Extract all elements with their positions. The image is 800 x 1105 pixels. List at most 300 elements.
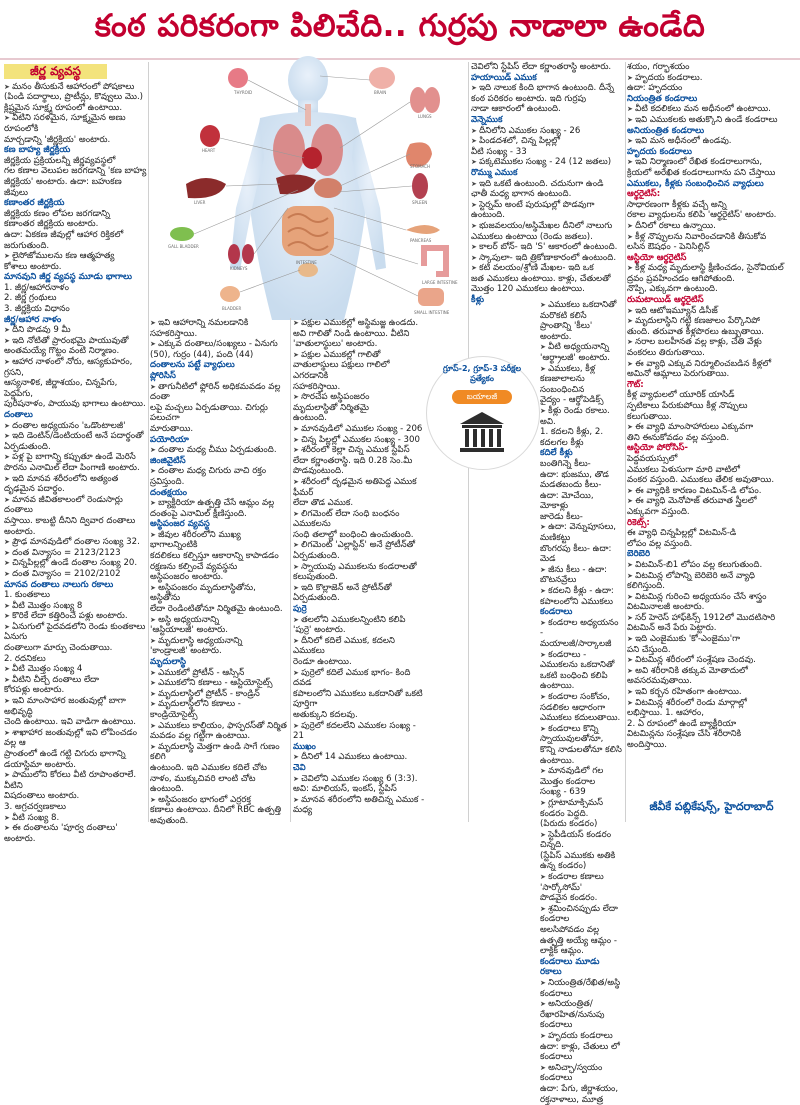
text-line: జీర్ణక్రియ' అంటారు. ఉదా: బహుకణ జీవులు [4,176,122,198]
section-heading: జింజివైటిస్ [150,455,186,466]
text-line: రక్షణను కల్పించే వ్యవస్థను [150,561,238,572]
text-line: రకాల వ్యాధులను కలిపి 'ఆర్థరైటిస్' అంటారు. [627,210,777,221]
text-line: ➤ జీను కీలు - ఉదా: బొటనవ్రేలు [540,565,623,586]
publisher-credit: జీవీకే పబ్లికేషన్స్, హైదరాబాద్ [649,800,774,813]
text-line: ➤ ఇది ఆటోఇమ్యూన్ డిసీజ్ [627,306,796,317]
text-line: ➤ ఏనుగులో పైదవడలోని రెండు కుంతకాలు ఏనుగు [4,622,147,643]
text-line: ➤ దీనిలో 14 ఎముకలు ఉంటాయి. [293,752,425,763]
column-2 [150,318,288,826]
text-line: ➤ ఇవి ఆహారాన్ని నమలడానికి సహకరిస్తాయి. [150,318,288,339]
bladder-organ [298,263,318,277]
text-line: ➤ గ్లూటామాక్సిమస్ కండరం పెద్దది. [540,798,623,819]
text-line: నాడా ఆకారంలో ఉంటుంది. [471,104,561,115]
text-line: ➤ పక్షుల ఎముకల్లో అస్థిమజ్జ ఉండదు. [293,318,425,329]
text-line: ఉదా: ఏకకణ జీవుల్లో ఆహార రిక్తికలో [4,229,124,240]
text-line: ➤ దంత విన్యాసం = 2102/2102 [4,569,147,580]
text-line: కీళ్ల వ్యాధులలో యూరిక్ యాసిడ్ [627,390,735,401]
text-line: ➤ పిండదశలో, చిన్న పిల్లల్లో [471,136,623,147]
section-heading: అనియంత్రిత కండరాలు [627,125,705,136]
text-line: ఉదా: హృదయం [627,83,683,94]
text-line: కణాంతర జీర్ణక్రియ అంటారు. [4,219,99,230]
thyroid-side [228,68,248,88]
section-heading: పయోరియా [150,434,189,445]
text-line: 'వాతులాస్థులు' అంటారు. [293,339,378,350]
column-1 [4,62,147,844]
text-line: ఉదా: మోచేయి, మోకాళ్లు [540,490,594,512]
column-divider [148,62,149,822]
text-line: శయం, గర్భాశయం [627,62,690,72]
throat-organ [305,104,311,126]
column-5 [627,62,796,822]
text-line: ➤ హృదయ కండరాలు. [627,73,796,84]
label-thyroid: THYROID [234,90,253,95]
text-line: ➤ స్టెపీడియస్ కండరం చిన్నది. [540,830,623,851]
text-line: సంఖ్య - 639 [540,787,586,798]
text-line: ఉదా: పేగు, జీర్ణాశయం, రక్తనాళాలు, మూత్ర [540,1083,619,1105]
section-heading: రుమటాయిడ్ ఆర్థరైటిస్ [627,295,704,306]
text-line: ➤ శరీరంలో దృఢమైన అతిపెద్ద ఎముక ఫీమర్ [293,477,425,498]
text-line: విటమినాలజీ అంటారు. [627,602,705,613]
section-heading: కణాంతర జీర్ణక్రియ [4,198,65,209]
stomach-organ [314,178,342,198]
text-line: ➤ ఇది ఎంజైముకు 'కో-ఎంజైము'గా [627,634,796,645]
section-heading: రొమ్ము ఎముక [471,167,518,178]
text-line: ➤ సొరచేప అస్థిపంజరం [293,392,425,403]
label-kidneys: KIDNEYS [230,266,248,271]
text-line: ➤ ఇది నాలుక కింది భాగాన ఉంటుంది. దీన్నే [471,83,623,94]
section-heading: మృదులాస్థి [150,657,186,667]
text-line: రెండూ ఉంటాయి. [293,657,352,667]
text-line: ఏర్పడుతుంది. [293,551,340,562]
text-line: ➤ ప్రౌఢ మానవుడిలో దంతాల సంఖ్య 32. [4,537,147,548]
text-line: 3. జీర్ణక్రియ విధానం [4,304,70,315]
text-line: ➤ అస్థి అధ్యయనాన్ని [150,615,288,626]
text-line: (స్టేపిస్ ఎముకకు అతికి ఉన్న కండరం) [540,850,616,872]
headline: కంఠ పరికరంగా పిలిచేది.. గుర్రపు నాడాలా ఉండేది [0,0,800,60]
human-organs-diagram [148,58,468,320]
text-line: లపై మచ్చలు ఏర్పడుతాయి. చిగుర్లు పలుచగా [150,402,268,424]
text-line: ➤ ఇవి కర్బన రహితంగా ఉంటాయి. [627,687,796,698]
text-line: జీర్ణక్రియ కణం లోపల జరగడాన్ని [4,208,110,219]
text-line: 1. కదలని కీళ్లు, 2. కదలగల కీళ్లు [540,427,604,448]
text-line: ఉదా: భుజము, తొడ [540,469,609,480]
text-line: ➤ స్టెర్నమ్ అంటే పురుషుల్లో పొడవుగా ఉంటుంది. [471,200,623,221]
section-heading: ఆర్థరైటిస్: [627,189,661,200]
section-heading: పుర్రె [293,604,307,615]
text-line: ➤ కండరాల కణాలు 'సార్కోసోమ్' [540,872,623,893]
section-heading: జీర్ణ/ఆహార నాళం [4,314,62,325]
section-heading: వెన్నెముక [471,114,503,125]
text-line: పొడవుంటుంది. [293,466,344,477]
text-line: ➤ బ్యాక్టీరియా ఉత్పత్తి చేసే ఆమ్లం వల్ల [150,498,288,509]
text-line: బొంగరపు కీలు- ఉదా: మెడ [540,543,612,565]
text-line: ➤ మనం తీసుకునే ఆహారంలో పోషకాలు [4,82,147,93]
text-line: ➤ కండరాలు - ఎముకలను ఒకదానితో [540,650,623,671]
text-line: ➤ వీటి మొత్తం సంఖ్య 4 [4,664,147,675]
text-line: ➤ ఎముకలు కాల్షియం, ఫాస్ఫరస్‌తో నిర్మిత [150,721,288,732]
text-line: ➤ భుజవలయం/అస్థిమేఖల దీనిలో నాలుగు [471,221,623,232]
text-line: ➤ మానవ శరీరంలోని అతిచిన్న ఎముక - మధ్య [293,795,425,816]
text-line: ➤ పక్షుల ఎముకల్లో గాలితో [293,350,425,361]
section-heading: కండరాలు మూడు రకాలు [540,956,600,978]
text-line: పొరను ఎనామిల్ లేదా పింగాణి అంటారు. [4,462,140,473]
text-line: ➤ చిన్న పిల్లల్లో ఎముకల సంఖ్య - 300 [293,435,425,446]
text-line: ➤ విటమిన్ల గురించి అధ్యయనం చేసే శాస్త్రం [627,592,796,603]
text-line: ప్రాంతంలో ఉండే గట్టి చిగురు భాగాన్ని [4,749,126,759]
text-line: ➤ విటమిన్ల శరీరంలో రెండు మార్గాల్లో [627,698,796,709]
text-line: 2. జీర్ణ గ్రంథులు [4,293,57,304]
text-line: ➤ ఇది మానవ శరీరంలోని అత్యంత [4,474,147,485]
text-line: (పిరుదు కండరం) [540,819,598,830]
label-spleen: SPLEEN [412,200,428,205]
text-line: ➤ మృదులాస్థిలోని కణాలు - కాండ్రియోసైట్స్ [150,699,288,720]
text-line: ఎముకలు కదులుతాయి. [540,713,621,724]
section-heading: ముఖం [293,741,316,752]
text-line: ➤ దంతాల అధ్యయనం 'ఒడొంటాలజీ' [4,421,147,432]
text-line: ఏర్పడుతుంది. [293,593,340,604]
text-line: అమినో ఆమ్లాలు పెరుగుతాయి. [627,369,730,380]
text-line: కలుగుతాయి. [627,411,672,422]
text-line: ఎముకలు ఉంటాయి (రెండు జతలు). [471,231,593,242]
text-line: ఉంటుంది. ఇది ఎముకల కదిలే చోట [150,762,267,773]
heart-organ [302,147,322,169]
text-line: ఒకటి బంధించి కలిపి ఉంటాయి. [540,670,608,692]
text-line: లేదా తొడ ఎముక. [293,498,354,509]
text-line: నొప్పి, ఎక్కువగా ఉంటుంది. [627,284,718,295]
text-line: ➤ విటమిన్-బి1 లోపం వల్ల కలుగుతుంది. [627,560,796,571]
text-line: అస్థిపంజరం అంటారు. [150,572,224,583]
text-line: జత ఎముకలు ఉంటాయి. కాళ్లు, చేతులతో [471,273,611,284]
text-line: ➤ ఇది కొల్లాజెన్ అనే ప్రోటీన్‌తో [293,583,425,594]
large-intestine-side [424,248,446,274]
text-line: 3. అగ్రచర్వణకాలు [4,801,66,812]
label-brain: BRAIN [374,90,387,95]
section-heading: నియంత్రిత కండరాలు [627,93,698,104]
text-line: ➤ మృదులాస్థి మెత్తగా ఉండి సాగే గుణం కలిగి [150,742,288,763]
liver-side [186,178,226,198]
text-line: 2. ఏ రూపంలో ఉండే బ్యాక్టీరియా [627,718,737,729]
text-line: మారుతాయి. [150,423,194,434]
text-line: క్లిష్టమైన సూక్ష్మ రూపంలో ఉంటాయి. [4,102,123,113]
label-intestine: INTESTINE [296,260,317,265]
exam-special-title: గ్రూప్-2, గ్రూప్-3 పరీక్షల ప్రత్యేకం [442,364,522,383]
text-line: ➤ కటి వలయం/శ్రోణి మేఖల- ఇది ఒక [471,263,623,274]
text-line: క్రియలో అరేఖిత కండరాలుగాను పని చేస్తాయి [627,167,776,178]
section-heading: కణ బాహ్య జీర్ణక్రియ [4,145,71,156]
biology-tag: బయాలజీ [452,390,512,404]
text-line: లోపం వల్ల వస్తుంది. [627,538,693,549]
section-heading: దంతాలు [4,410,33,420]
text-line: ఆస్యనాళిక, జీర్ణాశయం, చిన్నపేగు, పెద్దపేగు, [4,378,118,399]
text-line: ➤ స్కాపులా- ఇది త్రికోణాకారంలో ఉంటుంది. [471,253,623,264]
text-line: సహకరిస్తాయి. [293,381,341,392]
text-line: ➤ కీళ్లు రెండు రకాలు. అవి. [540,406,623,427]
text-line: ➤ ఈ వ్యాధి ఎక్కువ నిర్మూలించబడిన కీళ్లలో [627,359,796,370]
column-3 [293,318,425,822]
label-small-intestine: SMALL INTESTINE [414,310,450,315]
text-line: అంతమయ్యే గొట్టం వంటి నిర్మాణం. [4,346,120,357]
label-pancreas: PANCREAS [410,238,432,243]
text-line: 2. రదనికలు [4,653,46,664]
text-line: ➤ లైసోజోములను కణ ఆత్మహత్య [4,251,147,262]
text-line: ➤ ఈ దంతాలను 'పూర్వ దంతాలు' అంటారు. [4,823,147,844]
text-line: ➤ దీనిలో రకాలు ఉన్నాయి. [627,221,796,232]
text-line: చెవిలోని స్టేపిస్ లేదా కర్ణాంతరాస్థి అంటారు. [471,62,612,72]
section-heading: హృదయ కండరాలు [627,146,692,157]
text-line: ➤ దీనిలో కదిలే ఎముక, కదలని ఎముకలు [293,636,425,657]
text-line: ➤ వీటిని సరళమైన, సూక్ష్మమైన అణు రూపంలోకి [4,113,147,134]
label-gallbladder: GALL BLADDER [168,244,199,249]
lungs-side [410,87,440,113]
text-line: ➤ అస్థిపంజరం భాగంలో ఎర్రరక్త [150,795,288,806]
text-line: విటమిన్లను సంశ్లేషణ చేసి శరీరానికి [627,729,742,740]
text-line: (పిండి పదార్థాలు, ప్రొటీన్లు, కొవ్వులు మొ.) [4,92,144,103]
text-line: లేదా రెండింటితోనూ నిర్మితమై ఉంటుంది. [150,604,283,615]
text-line: ➤ కీళ్ల నొప్పులను నివారించడానికి తీసుకోవ [627,232,796,243]
text-line: ➤ ఆహార నాళంలో నోరు, ఆస్యకుహరం, గ్రసని, [4,357,147,378]
text-line: ➤ ఈ వ్యాధి మెనోపాజ్ తరువాత స్త్రీలలో [627,496,796,507]
column-divider [290,318,291,822]
section-heading: కండరాలు [540,607,573,618]
text-line: ➤ ఈ వ్యాధి మాంసాహారులు ఎక్కువగా [627,422,796,433]
label-large-intestine: LARGE INTESTINE [422,280,458,285]
text-line: 1. జీర్ణ/ఆహారనాళం [4,282,69,293]
text-line: ➤ ఇవి మాంసాహార జంతువుల్లో బాగా అభివృద్ధి [4,696,147,717]
section-heading: కీళ్లు [471,295,485,306]
text-line: విటమిన్ అనే పేరు పెట్టారు. [627,623,717,634]
text-line: ఎముకలు పెళుసుగా మారి వాటిలో [627,464,740,475]
text-line: ➤ స్నాయువు ఎముకలను కండరాలతో కలుపుతుంది. [293,562,425,583]
text-line: ➤ పుర్రెలో కదిలే ఎముక భాగం- కింది దవడ [293,668,425,689]
text-line: 'కాండ్రాలజీ' అంటారు. [150,646,222,657]
text-line: అలసిపోవడం వల్ల ఉత్పత్తి అయ్యే ఆమ్లం - [540,925,617,946]
text-line: ➤ శ్రమించినప్పుడు లేదా కండరాల [540,904,623,925]
text-line: చెంది ఉంటాయి. ఇవి వాడిగా ఉంటాయి. [4,717,136,728]
text-line: ఎక్కువగా వస్తుంది. [627,506,690,517]
text-line: ➤ వీటి కదలికలు మన అధీనంలో ఉంటాయి. [627,104,796,115]
column-4-bottom [540,300,623,1105]
text-line: కోశాలు అంటారు. [4,261,62,272]
text-line: వస్తాయి. కాబట్టి దీనిని ద్వివార దంతాలు అంటారు. [4,515,136,537]
text-line: ➤ ఇది ఒకటే ఉంటుంది. చదునుగా ఉండి [471,179,623,190]
label-heart: HEART [202,148,216,153]
section-heading: కదిలే కీళ్లు [540,448,573,459]
text-line: ➤ వీటి అధ్యయనాన్ని 'ఆర్థ్రాలజీ' అంటారు. [540,342,623,363]
section-heading: బెరిబెరి [627,549,651,560]
text-line: వైద్యం - ఆర్థోపెడిక్స్ [540,395,604,406]
text-line: మార్చడాన్ని 'జీర్ణక్రియ' అంటారు. [4,134,111,145]
section-heading: మానవ దంతాలు నాలుగు రకాలు [4,579,114,590]
text-line: ➤ మృదులాస్థిలో ప్రోటీన్ - కాండ్రిన్ [150,689,288,700]
text-line: ➤ కండరాల సంకోచం, సడలికల ఆధారంగా [540,692,623,713]
text-line: ➤ ఎముకలు ఒకదానితో మరొకటి కలిసే [540,300,623,321]
text-line: తుంది. తరువాత కీళ్లపొరలు ఉబ్బుతాయి. [627,326,765,337]
text-line: ➤ జీవుల శరీరంలోని ముఖ్య భాగాలన్నింటికి [150,530,288,551]
text-line: కంఠ పరికరం అంటారు. ఇది గుర్రపు [471,93,587,104]
text-line: అవి గాలితో నిండి ఉంటాయి. వీటిని [293,328,410,339]
text-line: ➤ పాములోని కోరలు వీటి రూపాంతరాలే. వీటిని [4,770,147,791]
text-line: 'ఆస్టియాలజీ' అంటారు. [150,625,228,636]
text-line: ➤ దీని పొడవు 9 మీ [4,325,147,336]
text-line: పని చేస్తుంది. [627,644,671,655]
text-line: జీర్ణక్రియ ప్రక్రియలన్నీ జీర్ణవ్యవస్థలో [4,155,116,166]
section-heading: దంతాలను పట్టే వ్యాధులు [150,360,235,371]
text-line: పురీషనాళం, పాయువు భాగాలు ఉంటాయి. [4,399,146,410]
section-heading: ఆస్టియో పోరోసిస్- [627,443,688,454]
bladder-side [220,286,240,302]
building-icon [456,410,508,456]
text-line: ఏర్పడుతుంది. [4,441,51,452]
text-line: ➤ ఇది డెంటిన్/డెంటియంటే అనే పదార్థంతో [4,431,147,442]
text-line: ➤ కండరాలు కొన్ని స్నాయువులతోనూ, [540,724,623,745]
text-line: ➤ అనిచ్ఛా/స్వయం కండరాలు [540,1063,623,1084]
text-line: ➤ ఇవి ఎముకలకు అతుక్కొని ఉండే కండరాలు [627,115,796,126]
text-line: ఎగరడానికి [293,370,329,381]
text-line: ➤ దంత విన్యాసం = 2123/2123 [4,548,147,559]
text-line: లసిన ఔషధం - పెనిసిల్లిన్ [627,242,710,253]
text-line: ➤ హృదయ కండరాలు [540,1031,623,1042]
text-line: దంతాలుగా మార్పు చెందుతాయి. [4,643,113,654]
text-line: ➤ దంతాల మధ్య చిగురు వాచి రక్తం స్రవిస్తుంది. [150,466,288,487]
text-line: స్ఫటికాలు పేరుకుపోయి కీళ్ల నొప్పులు [627,401,748,411]
text-line: ➤ కండరాల అధ్యయనం - [540,618,623,639]
text-line: ➤ తలలోని ఎముకలన్నింటిని కలిపి [293,615,425,626]
text-line: ఈ వ్యాధి చిన్నపిల్లల్లో విటమిన్-డి [627,528,737,539]
text-line: అవి: మాలియస్, ఇంకస్, స్టేపిస్ [293,784,397,795]
text-line: ➤ విటమిన్ల శరీరంలో సంశ్లేషణ చెందవు. [627,655,796,666]
label-bladder: BLADDER [222,306,242,311]
gallbladder-side [170,227,194,241]
section-heading: మానవుని జీర్ణ వ్యవస్థ మూడు భాగాలు [4,272,133,283]
text-line: ➤ పక్కటెముకల సంఖ్య - 24 (12 జతలు) [471,157,623,168]
small-intestine-side [418,288,444,306]
text-line: ➤ అనియంత్రిత/రేఖారహిత/నునుపు కండరాలు [540,999,623,1031]
text-line: ➤ మానవుడిలో ఎముకల సంఖ్య - 206 [293,424,425,435]
text-line: ➤ వీటి సంఖ్య 8. [4,813,147,824]
section-heading: గౌట్: [627,379,644,390]
text-line: ➤ సర్ హెరెస్ హాఫ్‌కిన్స్ 1912లో మొదటిసారి [627,613,796,624]
text-line: కొన్ని నాడులతోనూ కలిసి ఉంటాయి. [540,744,622,766]
text-line: వంకర వస్తుంది. ఎముకలు తేలిక అవుతాయి. [627,475,775,486]
spleen-side [412,173,428,199]
text-line: 'పుర్రె' అంటారు. [293,625,346,636]
text-line: ప్రాంతాన్ని 'కీలు' అంటారు. [540,321,593,342]
text-line: కణాలు ఉంటాయి. దీనిలో RBC ఉత్పత్తి అవుతుంది. [150,805,282,826]
text-line: నాళం, ముక్కుచివరి లాంటి చోట ఉంటుంది. [150,773,256,795]
text-line: వంకరలు తిరుగుతాయి. [627,348,705,359]
text-line: ఉదా: కాళ్లు, చేతులు లో కండరాలు [540,1041,620,1063]
text-line: ➤ ఎముకలు, కీళ్ల కణజాలాలను సంబంధించిన [540,364,623,396]
text-line: ➤ లిగమెంట్ లేదా సంధి బంధనం ఎముకలను [293,509,425,530]
section-heading: రికెట్స్: [627,517,650,528]
text-line: ➤ కదలని కీళ్లు - ఉదా: కపాలంలోని ఎముకలు [540,586,623,607]
text-line: ➤ నియంత్రిత/రేఖిత/అస్థి కండరాలు [540,978,623,999]
text-line: ➤ చిన్నపిల్లల్లో ఉండే దంతాల సంఖ్య 20. [4,558,147,569]
text-line: ➤ ఎక్కువ దంతాలు/సంఖ్యలు - ఏనుగు [150,339,288,350]
text-line: లాక్టిక్ ఆమ్లం. [540,946,584,957]
text-line: ➤ ఎముకలో ప్రోటీన్ - ఆస్సిన్ [150,668,288,679]
section-heading: ప్లోరిసిస్ [150,370,176,381]
text-line: విషదంతాలు అంటారు. [4,791,80,802]
text-line: ➤ మానవుడిలో గల మొత్తం కండరాల [540,766,623,787]
text-line: సాధారణంగా కీళ్లకు వచ్చే అన్ని [627,199,727,210]
text-line: ➤ వీటి మొత్తం సంఖ్య 8 [4,601,147,612]
text-line: దృఢమైన పదార్థం. [4,484,65,495]
section-badge: జీర్ణ వ్యవస్థ [4,64,107,79]
text-line: కదలికలు కల్పిస్తూ ఆకారాన్ని కాపాడడం [150,551,279,562]
text-line: ద్రవం ప్రవహించడం ఆగిపోతుంది. [627,273,735,284]
brain-side [369,67,395,89]
text-line: లభిస్తాయి. 1. ఆహారం, [627,708,704,719]
text-line: ➤ మృదులాస్థి అధ్యయనాన్ని [150,636,288,647]
text-line: ➤ పుర్రెలో కదలలేని ఎముకల సంఖ్య - 21 [293,721,425,742]
text-line: ➤ చెవిలోని ఎముకల సంఖ్య 6 (3:3). [293,774,425,785]
text-line: వాతులాస్థులు పక్షులు గాలిలో [293,360,390,371]
pancreas-side [406,225,440,234]
text-line: ➤ నరాల బలహీనత వల్ల కాళ్లు, చేతి వేళ్లు [627,337,796,348]
text-line: ➤ కీళ్ల మధ్య మృదులాస్థి క్షీణించడం, సైనోవియల్ [627,263,796,274]
text-line: బంతిగిన్నె కీలు- [540,458,591,469]
text-line: ➤ అస్థిపంజరం మృదులాస్థితోను, అస్థితోను [150,583,288,604]
section-heading: దంతక్షయం [150,487,188,498]
text-line: ➤ విటమిన్ల లోపాన్ని బెరిబెరి అనే వ్యాధి [627,571,796,582]
text-line: డయాస్టిమా అంటారు. [4,759,76,770]
text-line: అందిస్తాయి. [627,740,667,750]
text-line: 1. కుంతకాలు [4,590,50,601]
text-line: జారెడు కీలు- [540,511,583,522]
text-line: సంధి తలాల్లో బంధించి ఉంచుతుంది. [293,529,414,540]
text-line: ఉంటుంది. [293,413,327,424]
column-divider [625,62,626,822]
text-line: లేదా కర్ణాంతరాస్థి. ఇది 0.28 సెం.మీ [293,455,413,466]
text-line: మొత్తం 120 ఎముకలు ఉంటాయి. [471,284,585,295]
label-lungs: LUNGS [418,114,432,119]
text-line: తిని ఈనుకోవడం వల్ల వస్తుంది. [627,432,730,443]
text-line: మడతబందు కీలు- [540,480,602,491]
text-line: మృదులాస్థితో నిర్మితమై [293,402,369,413]
text-line: ➤ ఇవి నిర్మాణంలో రేఖిత కండరాలుగాను, [627,157,796,168]
text-line: మయాలజీ/సార్కాలజీ [540,639,612,649]
text-line: గల కణాల వెలుపల జరగడాన్ని 'కణ బాహ్య [4,166,147,177]
text-line: ➤ దీనిలోని ఎముకల సంఖ్య - 26 [471,126,623,137]
text-line: ➤ ఉదా: వెన్నుపూసలు, మణికట్టు [540,522,623,543]
text-line: ఛాతీ మధ్య భాగాన ఉంటుంది. [471,189,572,200]
text-line: దంతంపై ఎనామిల్ క్షీణిస్తుంది. [150,508,247,519]
text-line: అతుక్కుని కదలవు. [293,709,358,720]
text-line: ➤ పళ్ల పై బాగాన్ని కప్పుతూ ఉండే మెరిసే [4,452,147,463]
section-heading: హయాయిడ్ ఎముక [471,72,537,83]
text-line: కపాలంలోని ఎముకలు ఒకదానితో ఒకటి పూర్తిగా [293,688,423,710]
text-line: ➤ శాఖాహార జంతువుల్లో ఇవి లోపించడం వల్ల ఆ [4,728,147,749]
text-line: వీటి సంఖ్య - 33 [471,146,527,157]
text-line: కోరపళ్లు అంటారు. [4,685,65,696]
section-heading: ఆస్టియో ఆర్థరైటిస్ [627,252,687,263]
text-line: ➤ ఎముకలోని కణాలు - ఆస్టియోసైట్స్ [150,678,288,689]
text-line: మవడం వల్ల గట్టిగా ఉంటాయి. [150,731,251,742]
text-line: ➤ తాగునీటిలో ఫ్లోరిన్ అధికమవడం వల్ల దంతా [150,382,288,403]
text-line: పొడవైన కండరం. [540,893,598,904]
text-line: ➤ ఇవి మన అధీనంలో ఉండవు. [627,136,796,147]
text-line: ➤ వీటిని చీల్చే దంతాలు లేదా [4,675,147,686]
section-heading: అస్థిపంజర వ్యవస్థ [150,519,210,530]
text-line: ➤ ఈ వ్యాధికి కారణం విటమిన్-డి లోపం. [627,486,796,497]
text-line: ➤ కొరికే లేదా కత్తిరించే పళ్లు అంటారు. [4,611,147,622]
text-line: ➤ ఇది నోటితో ప్రారంభమై పాయువుతో [4,336,147,347]
text-line: కలిగిస్తుంది. [627,581,665,592]
text-line: (50), గుర్రం (44), పంది (44) [150,349,254,360]
text-line: ➤ మృదులాస్థిని గట్టి కణజాలం పేర్కొనిపో [627,316,796,327]
text-line: జరుగుతుంది. [4,240,50,251]
